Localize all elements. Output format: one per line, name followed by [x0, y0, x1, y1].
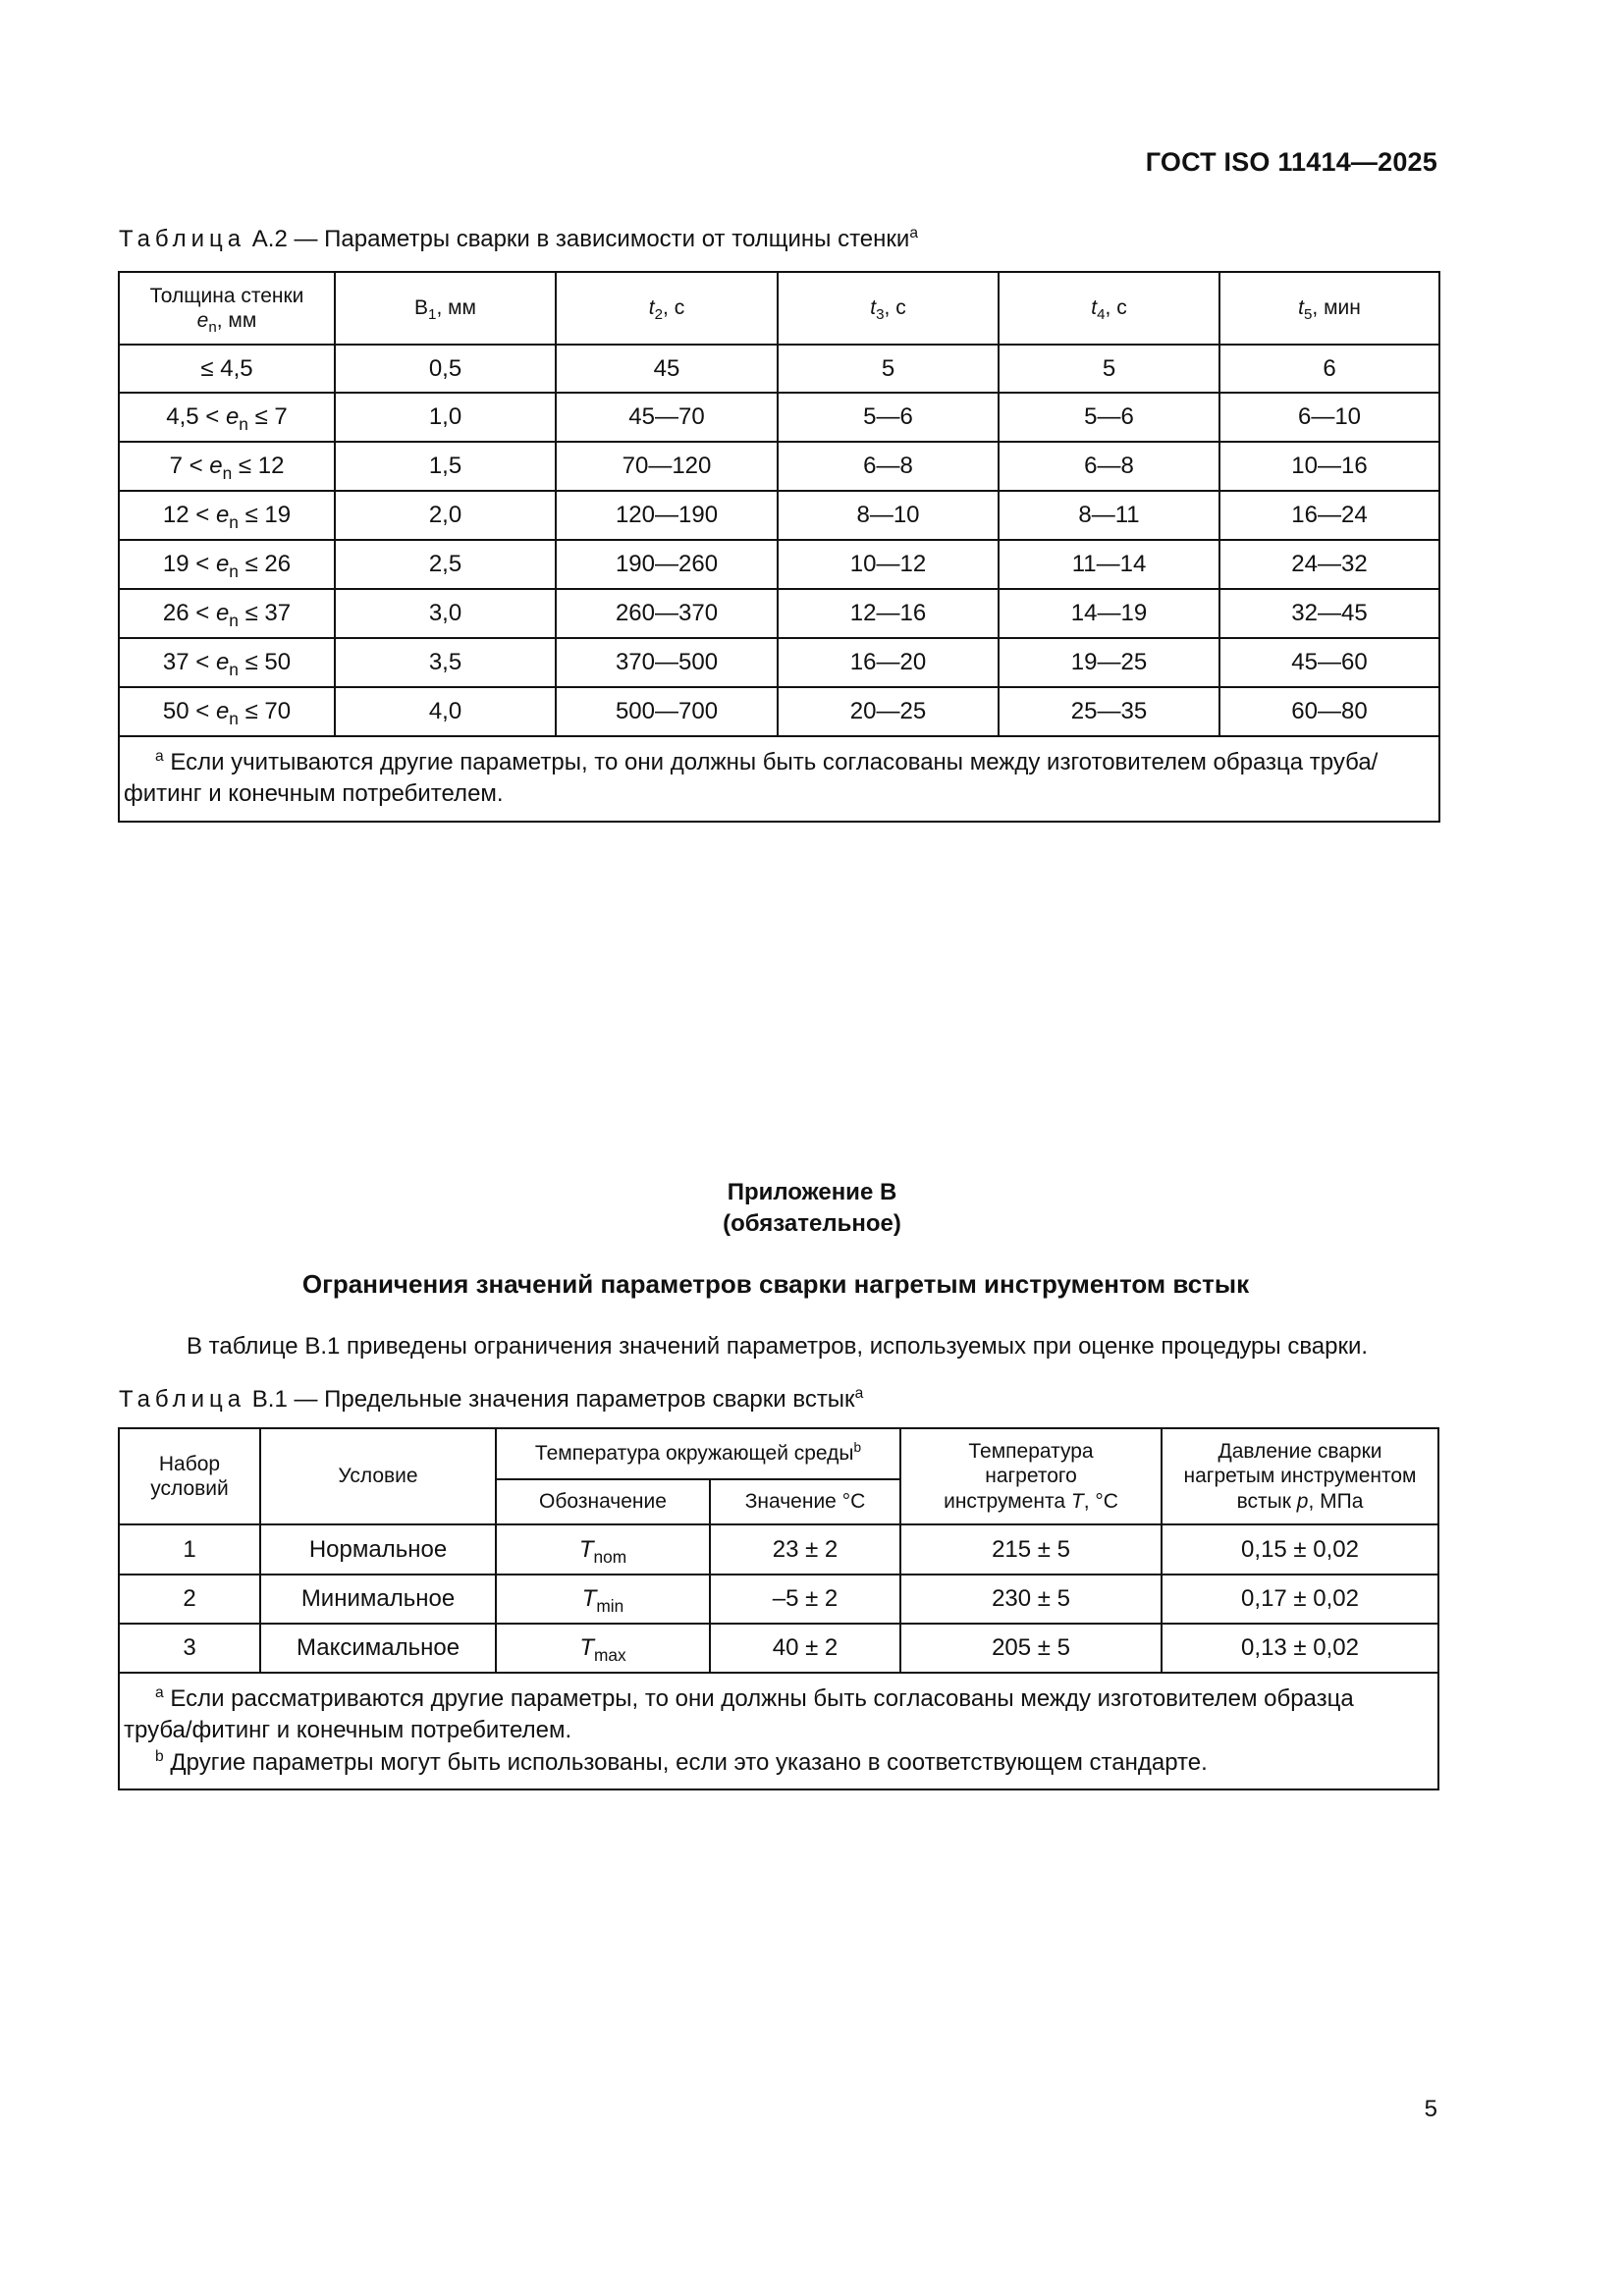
footnote-text: Другие параметры могут быть использованы, если это указано в соответствующем стандарте.: [163, 1748, 1208, 1776]
sub-n: n: [229, 709, 239, 728]
var-e: e: [215, 502, 230, 529]
header-t3: [778, 272, 999, 345]
appendix-intro-paragraph: В таблице В.1 приведены ограничения значений параметров, используемых при оценке процедуры сварки.: [187, 1333, 1369, 1360]
unit-s: , с: [663, 296, 685, 320]
header-tool-line: инструмента: [944, 1489, 1071, 1513]
table-b1-footnote-row: [119, 1673, 1438, 1789]
footnote-line: [124, 1747, 1432, 1779]
sub-n: n: [229, 512, 239, 532]
cell-t2: 70—120: [556, 442, 778, 491]
cell-thickness: [119, 540, 335, 589]
var-b: B: [414, 296, 429, 320]
var-e: e: [215, 600, 230, 627]
cell-t2: 500—700: [556, 687, 778, 736]
cell-pressure: 0,15 ± 0,02: [1162, 1524, 1438, 1575]
cell-thickness: [119, 687, 335, 736]
header-set-line: условий: [150, 1477, 229, 1500]
cell-thickness: [119, 491, 335, 540]
table-row: [119, 687, 1439, 736]
thickness-upper: ≤ 26: [238, 551, 292, 578]
sub-n: n: [229, 660, 239, 679]
cell-t3: 16—20: [778, 638, 999, 687]
cell-b1: 3,0: [335, 589, 556, 638]
thickness-upper: ≤ 7: [247, 403, 288, 431]
var-e: e: [215, 551, 230, 578]
table-b1-caption: [119, 1386, 863, 1414]
sub-1: 1: [428, 306, 437, 324]
header-pressure-line: Давление сварки: [1218, 1440, 1382, 1464]
appendix-heading: Ограничения значений параметров сварки нагретым инструментом встык: [301, 1269, 1250, 1299]
var-p: p: [1296, 1489, 1309, 1513]
table-a2-footnote: [119, 736, 1439, 822]
cell-tool-temperature: 230 ± 5: [900, 1575, 1162, 1624]
thickness-lower: 37 <: [162, 649, 216, 676]
var-t: t: [1091, 296, 1098, 320]
cell-set: 3: [119, 1624, 260, 1673]
cell-t3: 8—10: [778, 491, 999, 540]
header-ambient-label: Температура окружающей среды: [534, 1442, 854, 1466]
cell-t5: 6: [1219, 345, 1439, 393]
cell-t2: 45: [556, 345, 778, 393]
var-t: T: [578, 1535, 594, 1563]
designation-subscript: max: [594, 1645, 626, 1665]
sub-3: 3: [876, 306, 885, 324]
cell-t3: 5: [778, 345, 999, 393]
var-e: e: [196, 309, 209, 332]
var-e: e: [215, 698, 230, 725]
header-tool-line: Температура: [968, 1440, 1094, 1464]
footnote-line: [124, 1683, 1432, 1715]
cell-condition: Максимальное: [260, 1624, 496, 1673]
header-t5: [1219, 272, 1439, 345]
thickness-upper: ≤ 19: [238, 502, 292, 529]
sub-2: 2: [654, 306, 664, 324]
cell-thickness: [119, 638, 335, 687]
cell-t3: 5—6: [778, 393, 999, 442]
cell-tool-temperature: 205 ± 5: [900, 1624, 1162, 1673]
cell-condition: Минимальное: [260, 1575, 496, 1624]
thickness-upper: ≤ 37: [238, 600, 292, 627]
header-condition: Условие: [260, 1428, 496, 1524]
var-t: T: [581, 1585, 597, 1613]
unit-mpa: , МПа: [1308, 1489, 1364, 1513]
header-b1: [335, 272, 556, 345]
footnote-line: [124, 747, 1433, 778]
var-t: t: [870, 296, 877, 320]
document-header: ГОСТ ISO 11414—2025: [1145, 147, 1437, 177]
table-row: [119, 491, 1439, 540]
thickness-upper: ≤ 50: [238, 649, 292, 676]
table-b1-footnotes: [119, 1673, 1438, 1789]
thickness-lower: 7 <: [169, 453, 210, 480]
table-a2-caption: [119, 226, 918, 253]
sub-n: n: [229, 611, 239, 630]
cell-t5: 6—10: [1219, 393, 1439, 442]
unit-min: , мин: [1312, 296, 1361, 320]
cell-t4: 8—11: [999, 491, 1219, 540]
cell-t2: 260—370: [556, 589, 778, 638]
thickness-lower: 12 <: [162, 502, 216, 529]
cell-t3: 6—8: [778, 442, 999, 491]
var-e: e: [209, 453, 223, 480]
var-t: t: [1298, 296, 1304, 320]
cell-thickness: ≤ 4,5: [119, 345, 335, 393]
cell-condition: Нормальное: [260, 1524, 496, 1575]
table-row: [119, 638, 1439, 687]
table-b1-caption-footnote-mark: а: [854, 1385, 864, 1402]
footnote-text: Если рассматриваются другие параметры, то они должны быть согласованы между изготовителем образца: [163, 1685, 1354, 1712]
table-row: [119, 1624, 1438, 1673]
page-number: 5: [1424, 2096, 1437, 2122]
sub-n: n: [208, 319, 217, 337]
footnote-mark: а: [155, 748, 164, 765]
cell-value: 40 ± 2: [710, 1624, 900, 1673]
table-row: [119, 345, 1439, 393]
cell-set: 1: [119, 1524, 260, 1575]
cell-t4: 25—35: [999, 687, 1219, 736]
table-b1: [118, 1427, 1439, 1790]
table-row: [119, 442, 1439, 491]
table-row: [119, 1575, 1438, 1624]
cell-t4: 6—8: [999, 442, 1219, 491]
table-row: [119, 393, 1439, 442]
cell-t3: 20—25: [778, 687, 999, 736]
table-row: [119, 589, 1439, 638]
cell-pressure: 0,17 ± 0,02: [1162, 1575, 1438, 1624]
header-tool-line: нагретого: [985, 1465, 1077, 1488]
footnote-mark: b: [853, 1440, 862, 1456]
unit-celsius: , °С: [1083, 1489, 1118, 1513]
header-wall-thickness: [119, 272, 335, 345]
sub-5: 5: [1304, 306, 1313, 324]
unit-mm: , мм: [216, 309, 257, 332]
footnote-line: труба/фитинг и конечным потребителем.: [124, 1717, 572, 1744]
table-a2-caption-prefix: Таблица: [119, 226, 246, 252]
cell-t5: 60—80: [1219, 687, 1439, 736]
cell-b1: 0,5: [335, 345, 556, 393]
header-designation: Обозначение: [496, 1479, 710, 1524]
table-a2-caption-text: А.2 — Параметры сварки в зависимости от толщины стенки: [245, 226, 910, 252]
table-a2-header-row: [119, 272, 1439, 345]
cell-designation: [496, 1624, 710, 1673]
cell-b1: 4,0: [335, 687, 556, 736]
cell-value: 23 ± 2: [710, 1524, 900, 1575]
appendix-name: Приложение В: [727, 1179, 897, 1205]
var-e: e: [215, 649, 230, 676]
cell-thickness: [119, 442, 335, 491]
cell-b1: 1,0: [335, 393, 556, 442]
cell-t5: 10—16: [1219, 442, 1439, 491]
thickness-lower: 19 <: [162, 551, 216, 578]
thickness-upper: ≤ 12: [232, 453, 285, 480]
thickness-upper: ≤ 70: [238, 698, 292, 725]
cell-t2: 190—260: [556, 540, 778, 589]
var-t: T: [1070, 1489, 1084, 1513]
table-b1-caption-prefix: Таблица: [119, 1386, 246, 1413]
cell-t5: 45—60: [1219, 638, 1439, 687]
cell-value: –5 ± 2: [710, 1575, 900, 1624]
cell-t5: 16—24: [1219, 491, 1439, 540]
cell-t3: 12—16: [778, 589, 999, 638]
header-tool-temperature: [900, 1428, 1162, 1524]
footnote-mark: а: [155, 1684, 164, 1701]
cell-b1: 3,5: [335, 638, 556, 687]
header-t2: [556, 272, 778, 345]
header-value: Значение °С: [710, 1479, 900, 1524]
header-set-line: Набор: [158, 1452, 221, 1475]
unit-s: , с: [884, 296, 906, 320]
cell-t5: 32—45: [1219, 589, 1439, 638]
cell-t2: 370—500: [556, 638, 778, 687]
cell-tool-temperature: 215 ± 5: [900, 1524, 1162, 1575]
cell-t5: 24—32: [1219, 540, 1439, 589]
cell-t4: 11—14: [999, 540, 1219, 589]
cell-designation: [496, 1575, 710, 1624]
cell-b1: 2,0: [335, 491, 556, 540]
sub-4: 4: [1097, 306, 1106, 324]
cell-b1: 1,5: [335, 442, 556, 491]
cell-t2: 120—190: [556, 491, 778, 540]
appendix-title: [0, 1177, 1624, 1241]
cell-t4: 5: [999, 345, 1219, 393]
header-condition-set: [119, 1428, 260, 1524]
table-a2: [118, 271, 1440, 823]
unit-mm: , мм: [436, 296, 476, 320]
table-a2-caption-footnote-mark: а: [909, 225, 919, 241]
header-t4: [999, 272, 1219, 345]
header-pressure-line: встык: [1236, 1489, 1297, 1513]
table-row: [119, 1524, 1438, 1575]
cell-t2: 45—70: [556, 393, 778, 442]
footnote-mark: b: [155, 1747, 164, 1765]
cell-set: 2: [119, 1575, 260, 1624]
cell-t4: 19—25: [999, 638, 1219, 687]
table-b1-header-row-1: [119, 1428, 1438, 1479]
header-welding-pressure: [1162, 1428, 1438, 1524]
table-b1-caption-text: В.1 — Предельные значения параметров сварки встык: [245, 1386, 855, 1413]
var-e: e: [225, 403, 240, 431]
header-ambient-temperature: [496, 1428, 900, 1479]
cell-pressure: 0,13 ± 0,02: [1162, 1624, 1438, 1673]
cell-t4: 14—19: [999, 589, 1219, 638]
designation-subscript: nom: [593, 1546, 627, 1567]
cell-t3: 10—12: [778, 540, 999, 589]
var-t: T: [579, 1634, 595, 1662]
thickness-lower: 26 <: [162, 600, 216, 627]
var-t: t: [648, 296, 655, 320]
thickness-lower: 50 <: [162, 698, 216, 725]
cell-b1: 2,5: [335, 540, 556, 589]
footnote-line: фитинг и конечным потребителем.: [124, 780, 504, 808]
table-row: [119, 540, 1439, 589]
sub-n: n: [222, 463, 233, 483]
unit-s: , с: [1105, 296, 1127, 320]
header-wall-thickness-label: Толщина стенки: [149, 284, 304, 307]
header-pressure-line: нагретым инструментом: [1183, 1465, 1417, 1488]
cell-designation: [496, 1524, 710, 1575]
footnote-text: Если учитываются другие параметры, то они должны быть согласованы между изготовителем образца труба/: [163, 749, 1379, 775]
cell-t4: 5—6: [999, 393, 1219, 442]
table-a2-footnote-row: [119, 736, 1439, 822]
sub-n: n: [239, 414, 248, 434]
designation-subscript: min: [596, 1596, 624, 1616]
cell-thickness: [119, 589, 335, 638]
appendix-status: (обязательное): [723, 1210, 901, 1238]
sub-n: n: [229, 561, 239, 581]
thickness-lower: 4,5 <: [166, 403, 226, 431]
cell-thickness: [119, 393, 335, 442]
